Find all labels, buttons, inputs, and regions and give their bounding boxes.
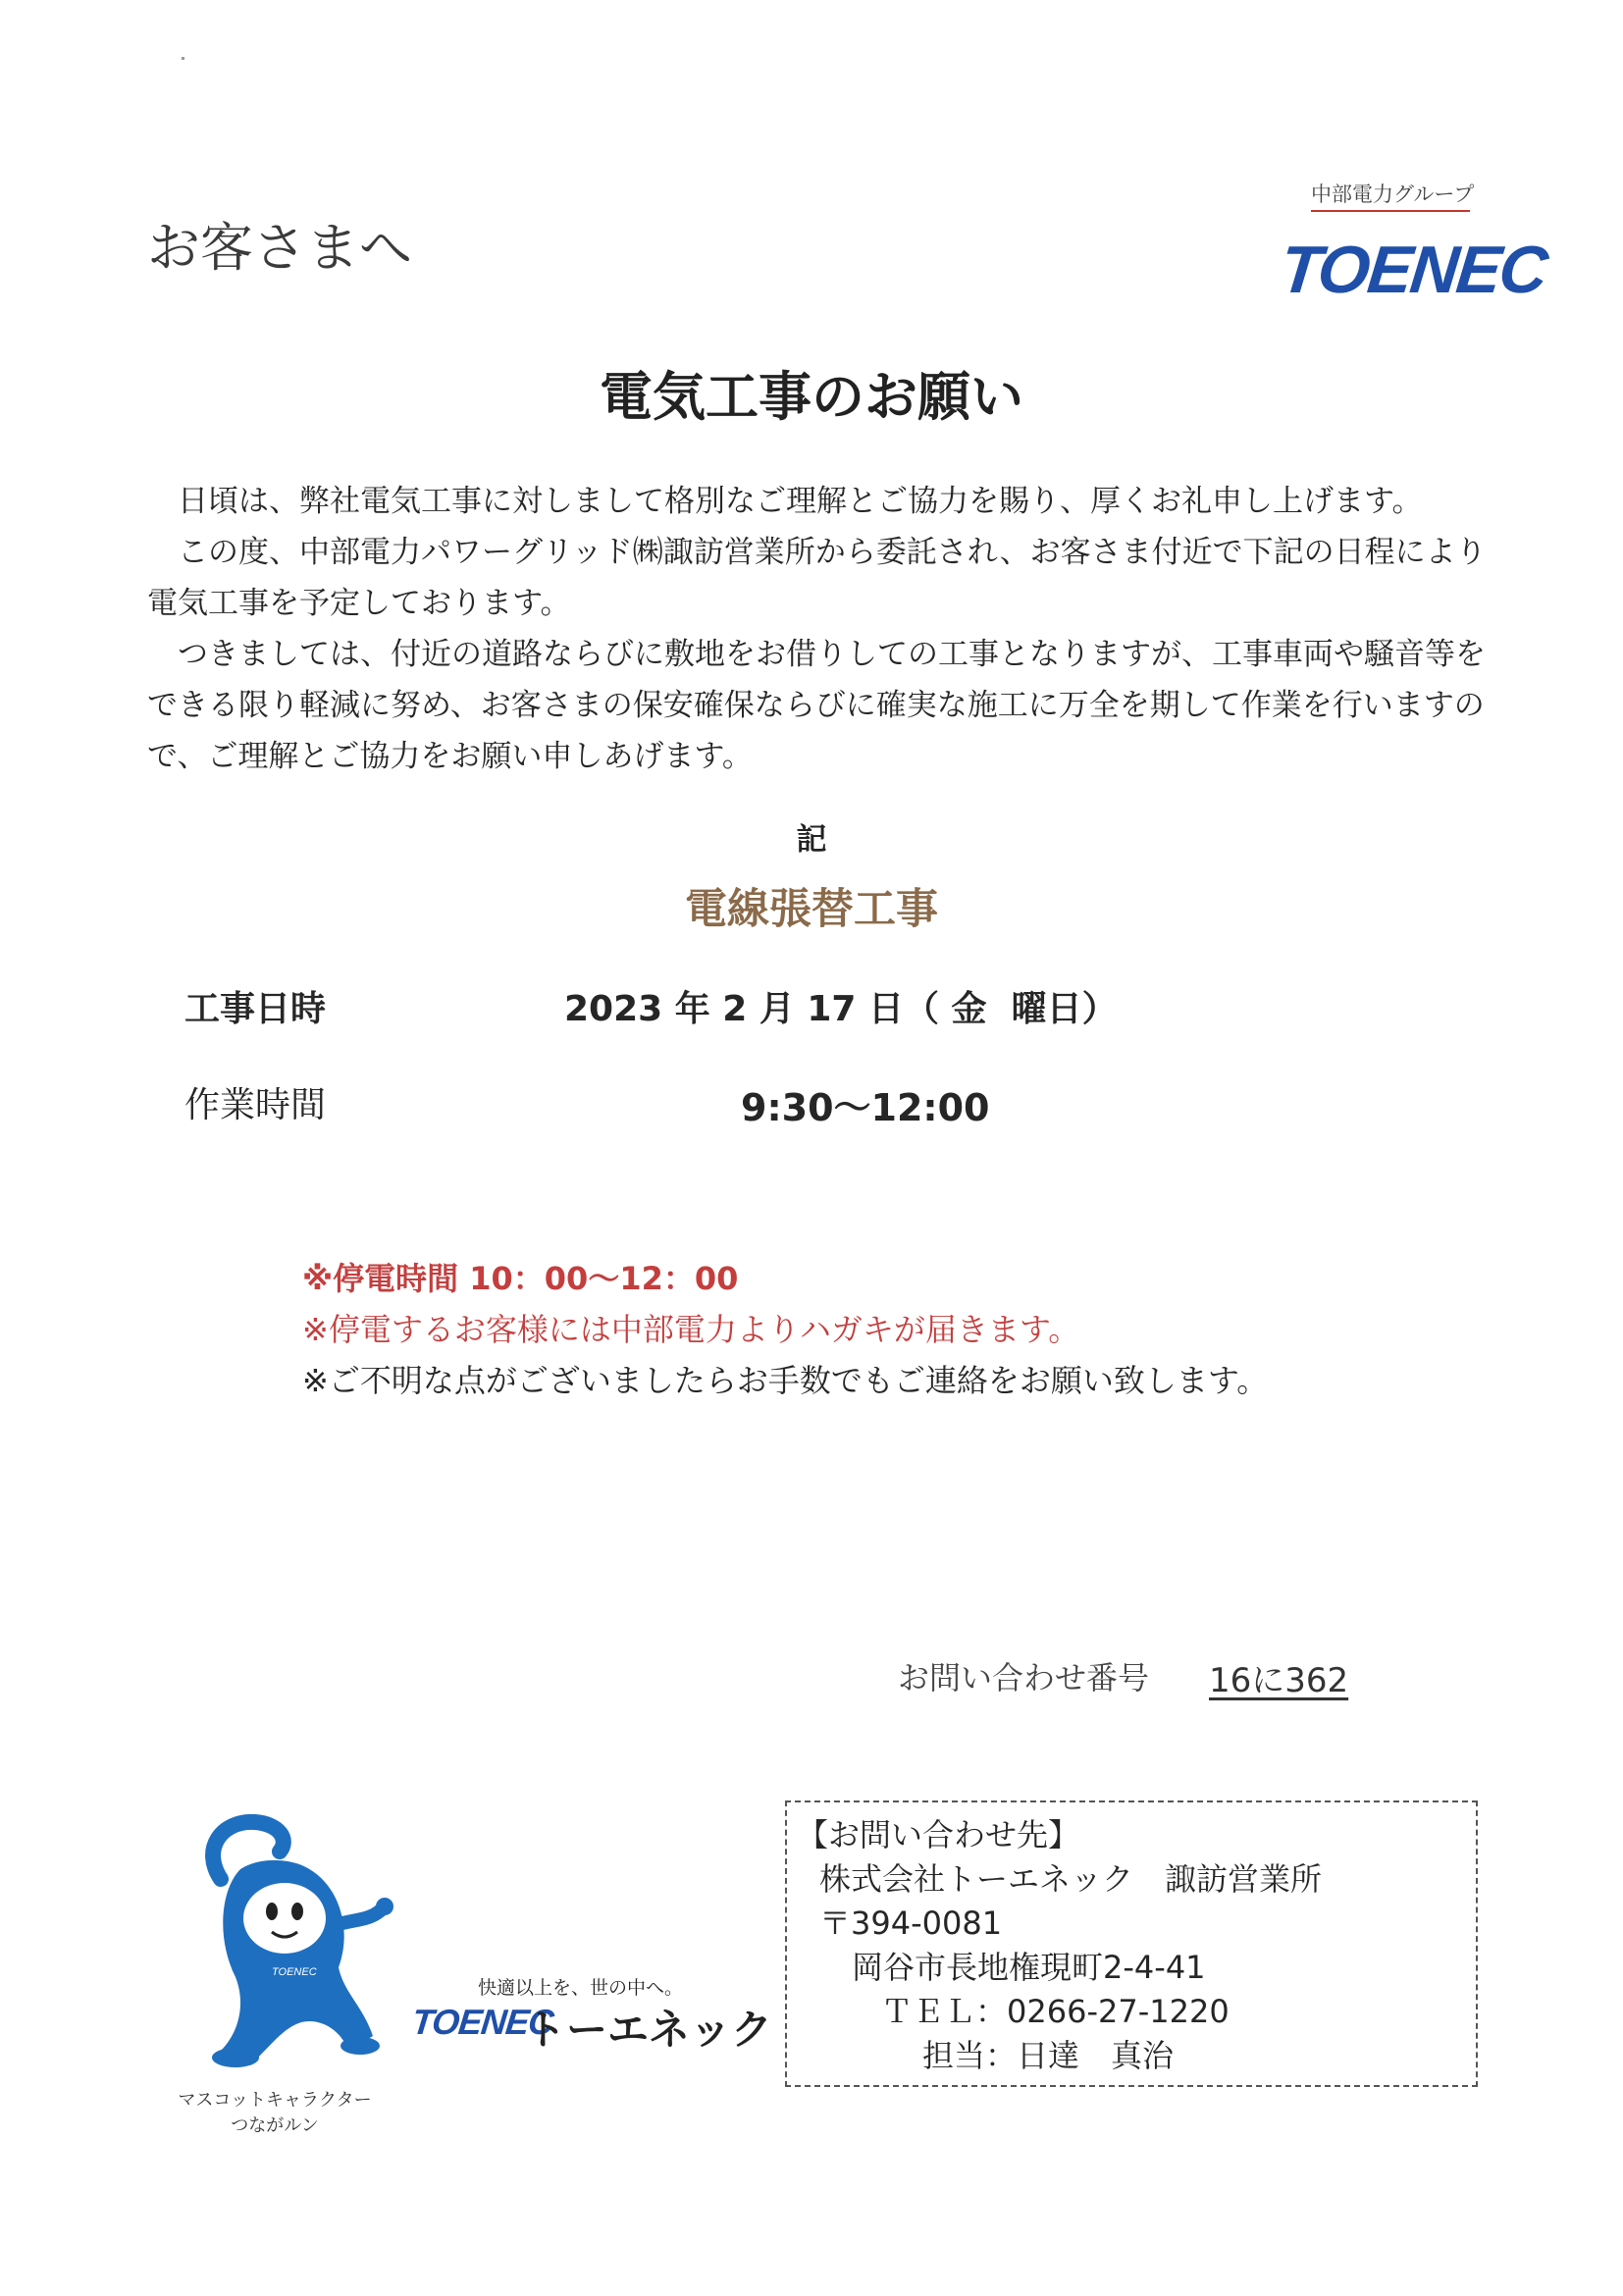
- mascot-caption: [162, 2088, 388, 2139]
- date-value: 2023 年 2 月 17 日（ 金 曜日）: [564, 989, 1118, 1029]
- paragraph-1-text: 日頃は、弊社電気工事に対しまして格別なご理解とご協力を賜り、厚くお礼申し上げます。: [178, 484, 1423, 519]
- date-label: 工事日時: [184, 989, 327, 1029]
- paragraph-request: [147, 629, 1488, 782]
- contact-tel: ＴＥＬ：0266-27-1220: [881, 1993, 1230, 2030]
- paragraph-3-text: つきましては、付近の道路ならびに敷地をお借りしての工事となりますが、工事車両や騒音等をできる限り軽減に努め、お客さまの保安確保ならびに確実な施工に万全を期して作業を行いますので、ご理解とご協力をお願い申しあげます。: [147, 637, 1486, 774]
- scan-dot: [182, 57, 184, 60]
- footer-toenec-logo: TOENEC: [409, 2002, 555, 2042]
- mascot-caption-line-1: マスコットキャラクター: [178, 2090, 372, 2111]
- document-title: 電気工事のお願い: [600, 366, 1023, 428]
- postcard-note: ※停電するお客様には中部電力よりハガキが届きます。: [302, 1311, 1080, 1348]
- toenec-logo: TOENEC: [1277, 233, 1550, 307]
- paragraph-2-text: この度、中部電力パワーグリッド㈱諏訪営業所から委託され、お客さま付近で下記の日程により電気工事を予定しております。: [147, 535, 1487, 621]
- contact-address: 岡谷市長地権現町2-4-41: [852, 1949, 1206, 1986]
- contact-request-note: ※ご不明な点がございましたらお手数でもご連絡をお願い致します。: [302, 1362, 1269, 1399]
- contact-postal: 〒394-0081: [819, 1905, 1003, 1942]
- mascot-caption-line-2: つながルン: [231, 2115, 319, 2136]
- mascot-icon: [182, 1810, 397, 2089]
- group-underline: [1311, 210, 1470, 212]
- ki-mark: 記: [796, 822, 827, 858]
- svg-text:TOENEC: TOENEC: [272, 1966, 317, 1978]
- greeting: お客さまへ: [147, 217, 412, 279]
- contact-person: 担当：日達 真治: [922, 2037, 1175, 2074]
- footer-brand-name: トーエネック: [525, 2006, 773, 2054]
- time-value: 9:30〜12:00: [741, 1086, 990, 1129]
- paragraph-schedule: [147, 527, 1488, 629]
- inquiry-number-label: お問い合わせ番号: [898, 1659, 1150, 1696]
- tagline: 快適以上を、世の中へ。: [478, 1977, 684, 1999]
- contact-heading: 【お問い合わせ先】: [797, 1816, 1080, 1853]
- contact-company: 株式会社トーエネック 諏訪営業所: [819, 1860, 1323, 1898]
- inquiry-number: 16に362: [1209, 1661, 1349, 1700]
- paragraph-greeting: [147, 476, 1488, 527]
- time-label: 作業時間: [184, 1085, 327, 1125]
- group-label: 中部電力グループ: [1311, 183, 1475, 206]
- work-name: 電線張替工事: [685, 885, 938, 934]
- outage-time-note: ※停電時間 10：00〜12：00: [302, 1260, 739, 1297]
